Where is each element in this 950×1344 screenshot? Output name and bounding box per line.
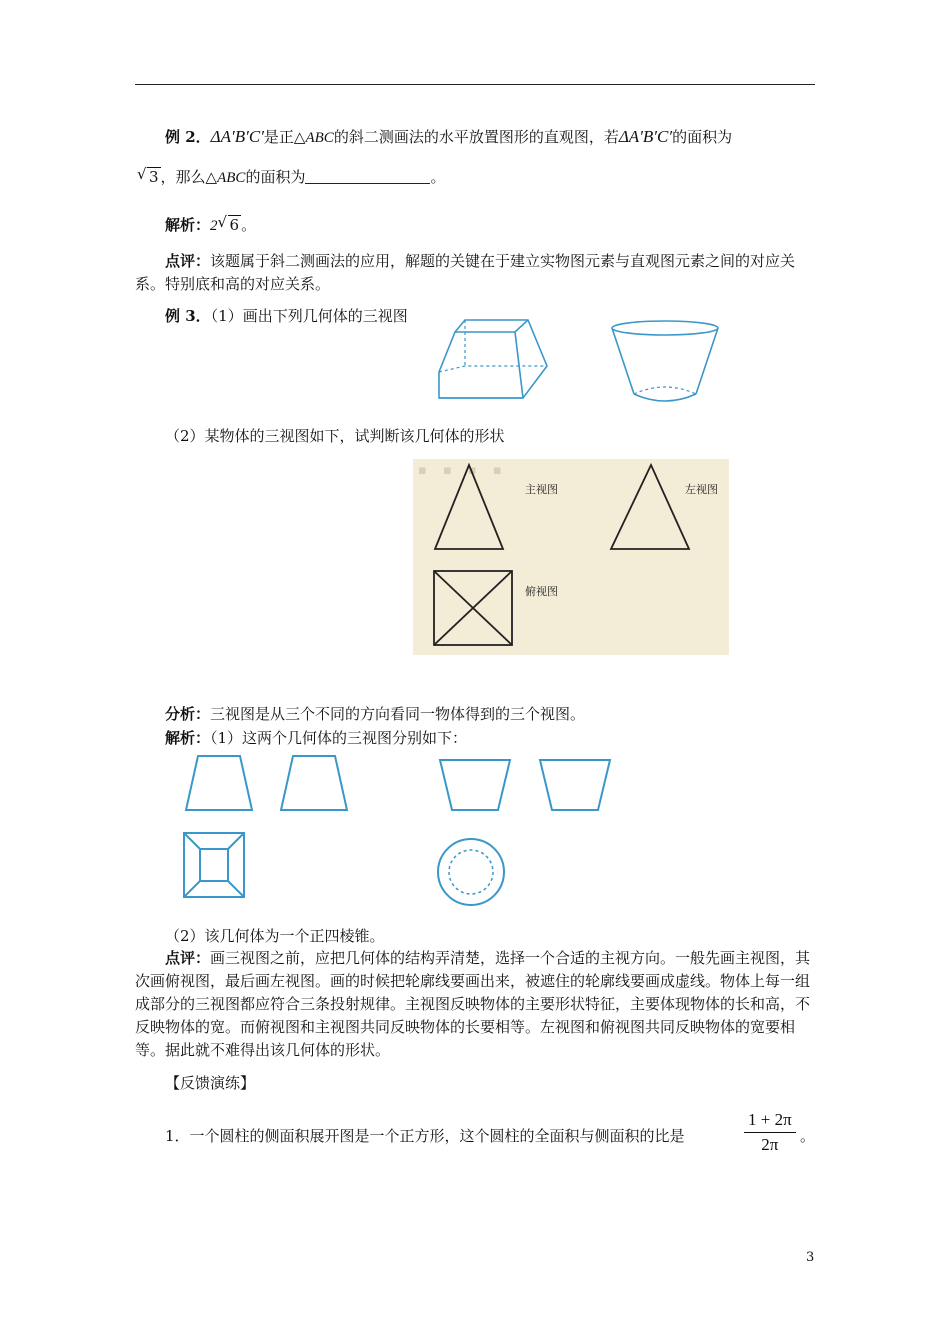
fraction-numerator: 1 + 2π xyxy=(744,1110,796,1133)
frustum-front-view xyxy=(182,752,256,814)
example-2-line1 xyxy=(165,126,732,147)
sqrt-arg: 6 xyxy=(229,216,240,234)
analysis-line xyxy=(165,703,585,724)
left-view-label: 左视图 xyxy=(685,483,718,496)
bowl-left-view xyxy=(537,756,613,814)
left-view-triangle xyxy=(609,463,693,553)
comment-3-text: 画三视图之前，应把几何体的结构弄清楚，选择一个合适的主视方向。一般先画主视图，其次画俯视图，最后画左视图。画的时候把轮廓线要画出来，被遮住的轮廓线要画成虚线。物体上每一组成部分的三视图都应符合三条投射规律。主视图反映物体的主要形状特征，主要体现物体的长和高，不反映物体的宽。而俯视图和主视图共同反映物体的长要相等。左视图和俯视图共同反映物体的宽要相等。据此就不难得出该几何体的形状。 xyxy=(135,949,811,1059)
bowl-3d-figure xyxy=(608,318,723,403)
analysis-text: 三视图是从三个不同的方向看同一物体得到的三个视图。 xyxy=(210,705,586,723)
example-3-part2: （2）某物体的三视图如下，试判断该几何体的形状 xyxy=(165,427,505,445)
ex2-text: 是正△ xyxy=(263,128,306,146)
ex2-text: 的斜二测画法的水平放置图形的直观图，若 xyxy=(333,128,619,146)
comment-label: 点评： xyxy=(165,252,211,270)
question-1: 1．一个圆柱的侧面积展开图是一个正方形，这个圆柱的全面积与侧面积的比是 xyxy=(165,1127,685,1145)
example-3-part1: （1）画出下列几何体的三视图 xyxy=(210,307,408,325)
sqrt-6: √ 6 xyxy=(217,213,240,234)
ex2-text: 的面积为 xyxy=(245,168,306,186)
answer-3-part2: （2）该几何体为一个正四棱锥。 xyxy=(165,927,385,945)
bowl-top-view xyxy=(435,836,507,908)
ex2-text: ，那么△ xyxy=(160,168,218,186)
top-view-label: 俯视图 xyxy=(525,585,558,598)
bowl-front-view xyxy=(437,756,513,814)
header-rule xyxy=(135,84,815,85)
ex2-text: 。 xyxy=(430,168,446,186)
ratio-fraction xyxy=(744,1110,796,1155)
answer-3-line xyxy=(165,727,467,748)
frustum-3d-figure xyxy=(435,318,550,403)
answer-end: 。 xyxy=(241,216,257,234)
analysis-label: 分析： xyxy=(165,705,211,723)
top-view-square xyxy=(432,569,514,647)
abc-label: ABC xyxy=(305,130,334,146)
example-3-label: 例 3． xyxy=(165,307,211,325)
answer-3-text: （1）这两个几何体的三视图分别如下： xyxy=(210,729,468,747)
comment-3-label: 点评： xyxy=(165,949,211,967)
answer-coef: 2 xyxy=(210,218,218,234)
answer-label: 解析： xyxy=(165,216,211,234)
answer-2 xyxy=(165,214,256,235)
comment-text: 该题属于斜二测画法的应用，解题的关键在于建立实物图元素与直观图元素之间的对应关系。特别底和高的对应关系。 xyxy=(135,252,796,293)
answer-3-label: 解析： xyxy=(165,729,211,747)
example-2-line2 xyxy=(137,166,445,187)
ex2-text: 的面积为 xyxy=(672,128,733,146)
feedback-heading: 【反馈演练】 xyxy=(165,1074,256,1092)
scanned-three-view-image xyxy=(413,459,729,655)
abc-label: ABC xyxy=(217,170,246,186)
triangle-prime: ΔA′B′C′ xyxy=(618,127,673,146)
question-1-end: 。 xyxy=(800,1127,816,1145)
comment-3 xyxy=(135,947,815,1062)
page-number: 3 xyxy=(806,1250,815,1265)
frustum-top-view xyxy=(181,830,247,900)
triangle-prime: ΔA′B′C′ xyxy=(210,127,264,146)
faint-scan-text: ▪ ▪ ▪ ▪ xyxy=(418,463,508,478)
sqrt-arg: 3 xyxy=(149,168,159,186)
example-2-label: 例 2． xyxy=(165,128,211,146)
fraction-denominator: 2π xyxy=(761,1135,779,1154)
sqrt-3: √ 3 xyxy=(137,165,159,186)
front-view-label: 主视图 xyxy=(525,483,558,496)
answer-blank xyxy=(305,169,430,184)
front-view-triangle xyxy=(433,463,505,553)
frustum-left-view xyxy=(277,752,351,814)
example-3-line xyxy=(165,305,408,326)
comment-2 xyxy=(135,250,815,296)
